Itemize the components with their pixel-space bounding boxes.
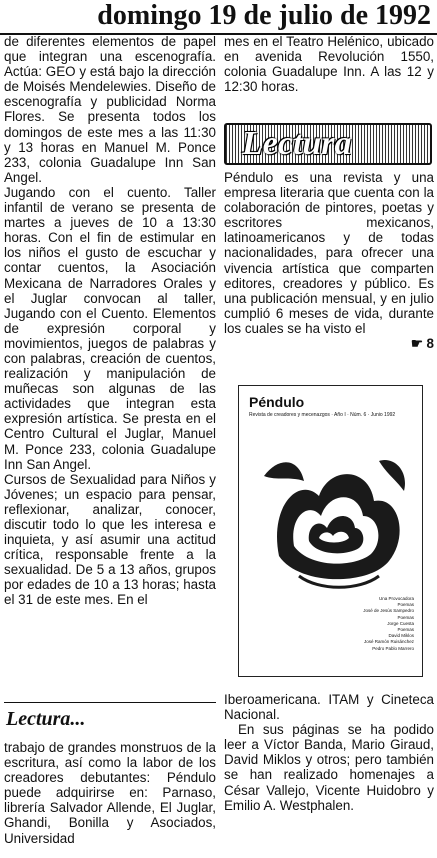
contents-item: Una Provocadora	[378, 596, 414, 601]
left-paragraph-3: Cursos de Sexualidad para Niños y Jóvenes; un espacio para pensar, reflexionar, analizar, conocer, discutir todo lo que les interesa e inquieta, y así asumir una actitud crítica, responsable frente a la sexualidad. De 5 a 13 años, grupos por edades de 10 a 13 horas; hasta el 31 de este mes. En el	[4, 471, 216, 608]
contents-item: Pedro Pablo Marrero	[372, 645, 414, 651]
magazine-cover-image	[238, 385, 423, 677]
contents-item: José de Jesús Sampedro	[363, 608, 414, 614]
contents-item: José Ramón Ruisánchez	[363, 639, 414, 645]
left-bottom-paragraph: trabajo de grandes monstruos de la escritura, así como la labor de los creadores debutantes: Péndulo puede adquirirse en: Parnaso, librería Salvador Allende, El Juglar, Ghandi, Bonilla y Asociados, Universidad	[4, 740, 216, 846]
left-paragraph-1: de diferentes elementos de papel que integran una escenografía. Actúa: GEO y está bajo la dirección de Moisés Mendelewies. Diseño de escenografía y publicidad Norma Flores. Se presenta todos los domingos de este mes a las 11:30 y 13 horas en Manuel M. Ponce 233, colonia Guadalupe Inn San Angel.	[4, 34, 216, 185]
left-divider	[4, 702, 216, 703]
magazine-artwork	[259, 446, 414, 596]
magazine-title: Péndulo	[249, 394, 305, 410]
contents-item: Jorge Cuesta	[387, 620, 414, 626]
pendulo-description: Péndulo es una revista y una empresa literaria que cuenta con la colaboración de pintores, poetas y escritores mexicanos, latinoamericanos y de todas nacionalidades, para ofrecer una vivencia artística que comparten editores, creadores y público. Es una publicación mensual, y en julio cumplió 6 meses de vida, durante los cuales se ha visto el	[224, 170, 434, 336]
right-bottom-paragraph-1: Iberoamericana. ITAM y Cineteca Nacional.	[224, 692, 434, 723]
right-bottom-column	[224, 692, 434, 813]
contents-item: Poemas	[397, 627, 414, 633]
header-date: domingo 19 de julio de 1992	[97, 0, 431, 31]
right-top-paragraph: mes en el Teatro Helénico, ubicado en avenida Revolución 1550, colonia Guadalupe Inn. A las 12 y 12:30 horas.	[224, 34, 434, 95]
magazine-subtitle: Revista de creadores y mecenazgos · Año I · Núm. 6 · Junio 1992	[249, 412, 396, 418]
continue-marker: ☛ 8	[410, 336, 434, 352]
contents-item: Poemas	[397, 602, 414, 608]
lectura-heading: Lectura...	[6, 708, 86, 730]
banner-title: Lectura	[242, 125, 352, 162]
right-top-text	[224, 34, 434, 94]
magazine-contents	[299, 596, 414, 652]
contents-item: Poemas	[397, 614, 414, 620]
left-bottom-column	[4, 740, 216, 846]
lectura-banner	[224, 123, 432, 165]
left-column	[4, 34, 216, 608]
left-paragraph-2: Jugando con el cuento. Taller infantil de verano se presenta de martes a jueves de 10 a 13:30 horas. Con el fin de estimular en los niños el gusto de escuchar y contar cuentos, la Asociación Mexicana de Narradores Orales y el Juglar convocan al taller, Jugando con el Cuento. Elementos de expresión corporal y movimientos, juegos de palabras y con palabras, creación de cuentos, realización y manipulación de muñecas son algunas de las actividades que integran esta expresión artística. Se presta en el Centro Cultural el Juglar, Manuel M. Ponce 233, colonia Guadalupe Inn San Angel.	[4, 184, 216, 472]
right-bottom-paragraph-2: En sus páginas se ha podido leer a Víctor Banda, Mario Giraud, David Miklos y otros; pero también se han realizado homenajes a César Vallejo, Vicente Huidobro y Emilio A. Westphalen.	[224, 722, 434, 813]
contents-item: David Miklos	[388, 633, 414, 639]
page-header	[0, 0, 437, 34]
right-mid-column	[224, 170, 434, 351]
